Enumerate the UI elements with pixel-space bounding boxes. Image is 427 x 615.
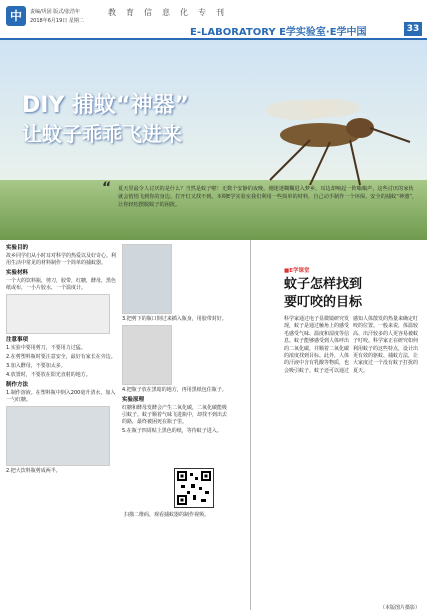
page-header	[0, 0, 427, 42]
column-divider	[250, 240, 251, 610]
step1-photo	[6, 406, 110, 466]
quote-mark: “	[102, 180, 112, 196]
hero-intro: 夏天里最令人讨厌的是什么？当然是蚊子啦！无数个安静的夜晚，刚迷迷糊糊进入梦乡，耳边却响起一阵嗡嗡声，这些讨厌的家伙就会悄悄飞到你的身边。打开灯又找不到。本期E学实验室我们利用一些简单的材料，自己动手制作一个环保、安全的捕蚊“神器”，让你轻松摆脱蚊子的困扰。	[118, 186, 418, 208]
editor-info: 责编/巩固 版式/张浩年	[30, 9, 80, 15]
column-tag: ■E学课堂	[284, 268, 310, 274]
section-title: E-LABORATORY E学实验室·E学中国	[190, 27, 367, 38]
issue-date: 2018年6月19日 星期二	[30, 18, 84, 24]
qr-code-icon	[175, 469, 213, 507]
middle-column	[122, 242, 228, 437]
hero-headline-1: DIY 捕蚊“神器”	[22, 93, 189, 118]
note-item: 1.实验中要用剪刀，不要用力过猛。	[6, 345, 86, 351]
materials-photo	[6, 294, 110, 334]
section-slogan: 教育信息化专刊	[108, 8, 234, 17]
step4-photo	[122, 325, 172, 385]
article-title	[284, 276, 362, 312]
article-body: 科学家通过电子显微镜研究发现，蚊子是通过触角上的感受毛感受气味、温度和湿度等信息。蚊子能够感受到人体呼出的二氧化碳，并顺着二氧化碳的浓度找到目标。此外，人体的汗液中含有乳酸等物质，也会吸引蚊子。蚊子还可以通过感知人体散发的热量来确定叮咬的位置。一般来说，体温较高、出汗较多的人更容易被蚊子叮咬。科学家正在研究如何利用蚊子的这些特点，设计出更有效的驱蚊、捕蚊方法，让大家度过一个没有蚊子打扰的夏天。	[284, 316, 419, 374]
prep-title: 实验目的	[6, 245, 29, 251]
photo-credit: （本版图片摄影）	[380, 605, 421, 611]
notes-title: 注意事项	[6, 337, 29, 343]
article-title-line2: 要叮咬的目标	[284, 295, 363, 310]
hero-headline-2: 让蚊子乖乖飞进来	[22, 122, 182, 146]
mosquito-illustration	[230, 80, 420, 190]
materials-text: 一个大的饮料瓶，剪刀，胶带，红糖，酵母，黑色纸或布，一小片胶水，一个温度计。	[6, 278, 117, 291]
note-item: 4.放置时，不要放在阳光直射的地方。	[6, 372, 91, 378]
article-title-line1: 蚊子怎样找到	[284, 277, 363, 292]
note-item: 3.加入酵母，不要加太多。	[6, 363, 66, 369]
step-item: 2.把大饮料瓶剪成两半。	[6, 468, 61, 474]
principle-text: 红糖和酵母发酵会产生二氧化碳，二氧化碳能吸引蚊子。蚊子顺着气味飞进瓶中，却找不到出去的路，最终被困死在瓶子里。	[122, 405, 228, 425]
step-item: 1.制作溶液。在塑料瓶中倒入200毫升清水，加入一勺红糖。	[6, 390, 116, 403]
caption-step3: 3.把剪下的瓶口倒过来插入瓶身，用胶带封好。	[122, 316, 227, 322]
left-column	[6, 242, 118, 477]
principle-title: 实验原理	[122, 397, 145, 403]
note-item: 2.在剪塑料瓶时要注意安全，最好有家长在旁边。	[6, 354, 116, 360]
masthead-logo-icon: 中	[6, 6, 26, 26]
qr-caption: 扫描二维码，观看捕蚊器的制作视频。	[124, 512, 210, 518]
prep-text: 故乡同学们从小时耳对科学的热爱以及好奇心。利用生活中常见的材料制作一个简单的捕蚊器。	[6, 253, 117, 266]
hero-banner	[0, 40, 427, 240]
step3-photo	[122, 244, 172, 314]
qr-code[interactable]	[174, 468, 214, 508]
caption-step5: 5.在瓶子四周贴上黑色的纸，等待蚊子进入。	[122, 428, 222, 434]
materials-title: 实验材料	[6, 270, 29, 276]
steps-title: 制作方法	[6, 382, 29, 388]
caption-step4: 4.把瓶子放在黑暗的地方，再用黑纸包住瓶子。	[122, 387, 227, 393]
page-number: 33	[404, 22, 422, 36]
